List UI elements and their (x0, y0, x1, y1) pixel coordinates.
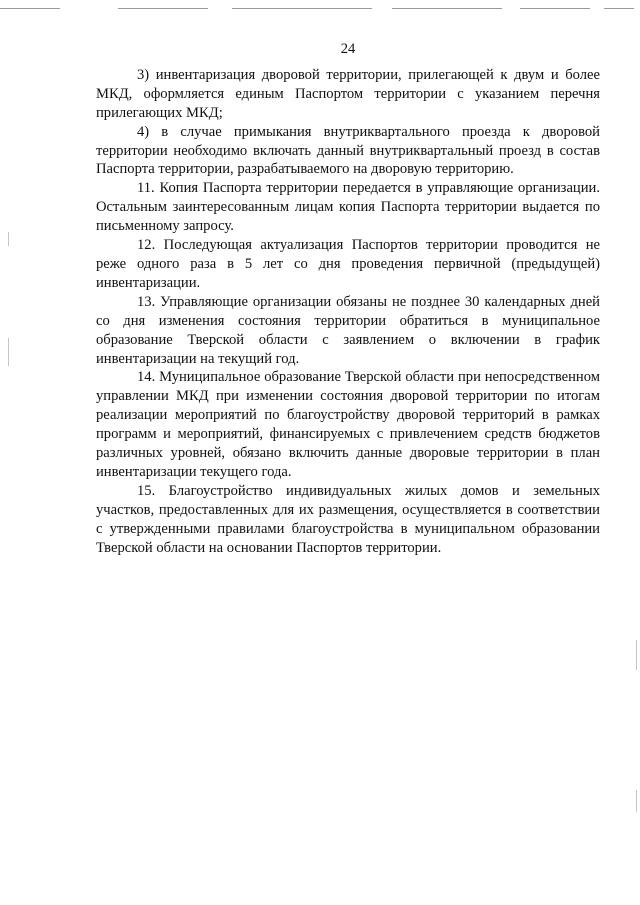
scan-margin-mark (8, 232, 9, 246)
scan-margin-mark (636, 640, 637, 670)
paragraph-clause-14: 14. Муниципальное образование Тверской области при непосредственном управлении МКД при изменении состояния дворовой территории по итогам реализации мероприятий по благоустройству дворовой территорий в рамках программ и мероприятий, финансируемых с привлечением средств бюджетов различных уровней, обязано включить данные дворовые территории в план инвентаризации текущего года. (96, 369, 600, 480)
paragraph-item-3: 3) инвентаризация дворовой территории, прилегающей к двум и более МКД, оформляется единым Паспортом территории с указанием перечня прилегающих МКД; (96, 66, 600, 121)
document-page (96, 40, 600, 557)
page-number: 24 (340, 41, 356, 57)
paragraph-clause-13: 13. Управляющие организации обязаны не позднее 30 календарных дней со дня изменения состояния территории обратиться в муниципальное образование Тверской области с заявлением о включении в график инвентаризации на текущий год. (96, 293, 600, 367)
scan-edge-artifact (0, 4, 640, 14)
paragraph-clause-15: 15. Благоустройство индивидуальных жилых домов и земельных участков, предоставленных для их размещения, осуществляется в соответствии с утвержденными правилами благоустройства в муниципальном образовании Тверской области на основании Паспортов территории. (96, 482, 600, 556)
scan-margin-mark (636, 790, 637, 812)
paragraph-item-4: 4) в случае примыкания внутриквартального проезда к дворовой территории необходимо включать данный внутриквартальный проезд в состав Паспорта территории, разрабатываемого на дворовую территорию. (96, 123, 600, 178)
paragraph-clause-12: 12. Последующая актуализация Паспортов территории проводится не реже одного раза в 5 лет со дня проведения первичной (предыдущей) инвентаризации. (96, 237, 600, 291)
scan-margin-mark (8, 338, 9, 366)
paragraph-clause-11: 11. Копия Паспорта территории передается в управляющие организации. Остальным заинтересованным лицам копия Паспорта территории выдается по письменному запросу. (96, 180, 600, 235)
